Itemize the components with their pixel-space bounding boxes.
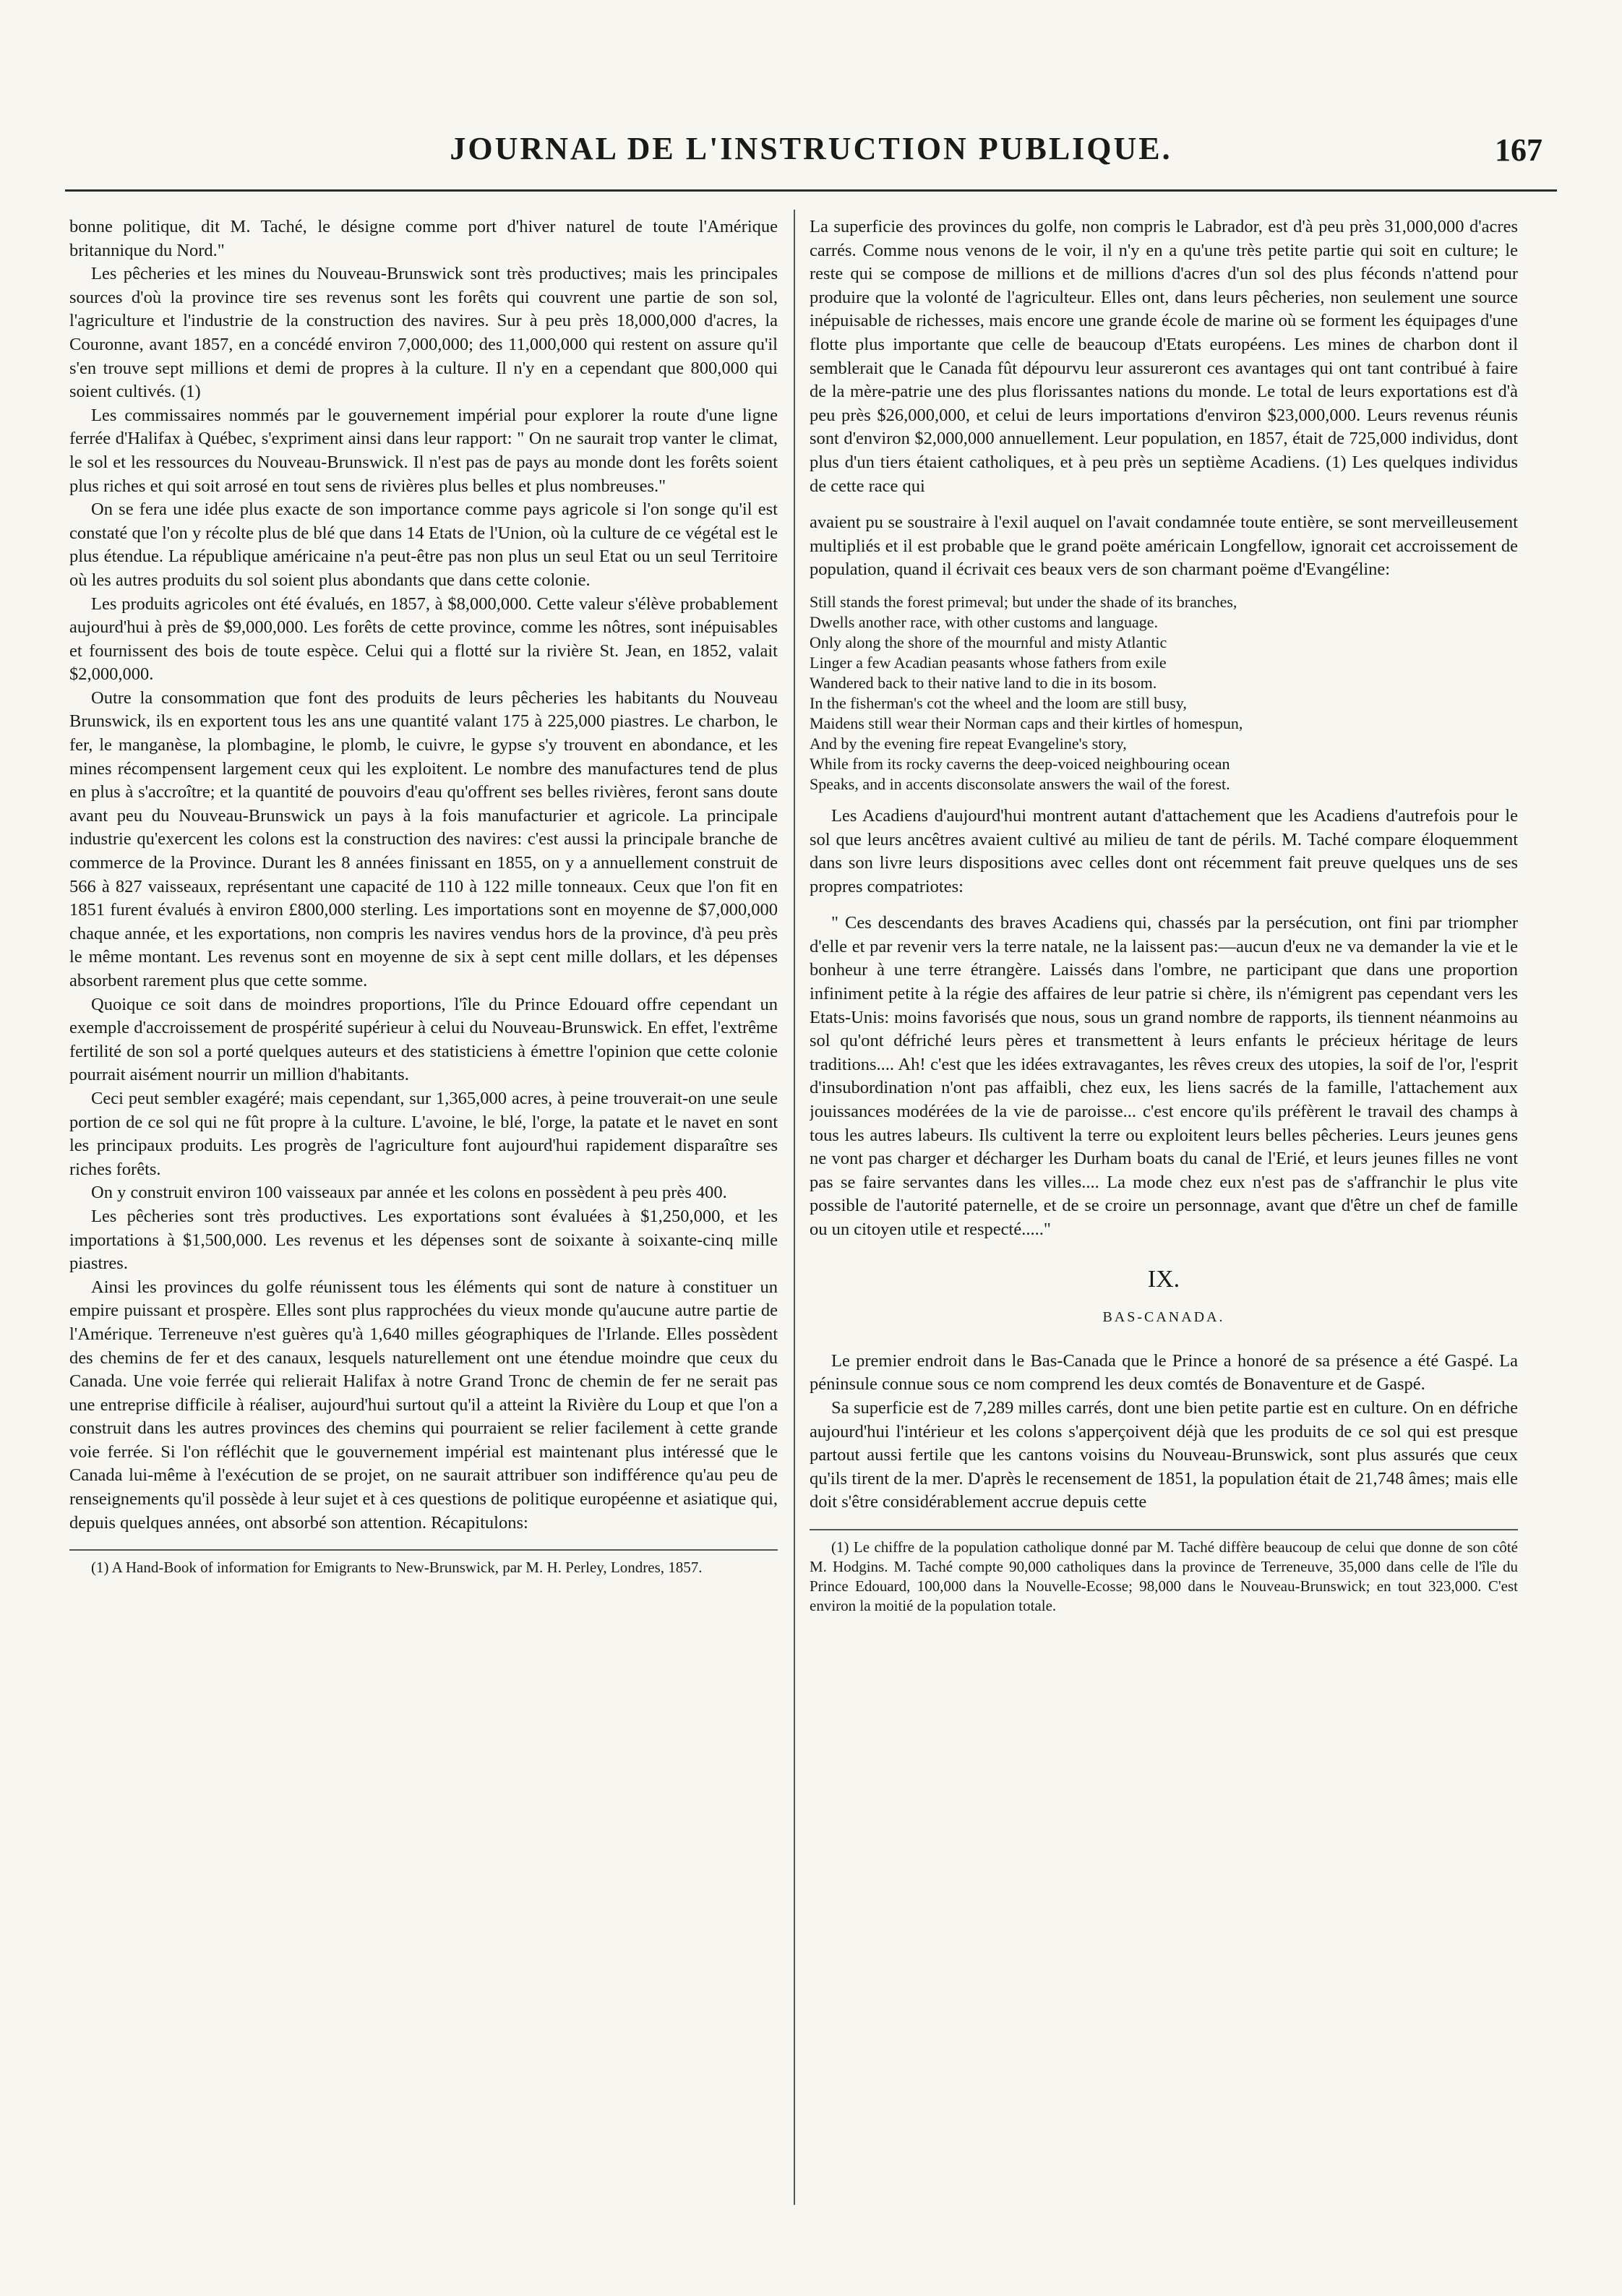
column-divider xyxy=(794,210,795,2205)
poem-line: Speaks, and in accents disconsolate answers the wail of the forest. xyxy=(810,774,1230,793)
page-header xyxy=(65,130,1557,181)
paragraph: La superficie des provinces du golfe, non compris le Labrador, est d'à peu près 31,000,000 d'acres carrés. Comme nous venons de le voir, il n'y en a qu'une très petite partie qui soit en culture; le reste qui se compose de millions et de millions d'acres d'un sol des plus féconds n'attend pour produire que la volonté de l'agriculteur. Elles ont, dans leurs pêcheries, non seulement une source inépuisable de richesses, mais encore une grande école de marine où se forment les équipages d'une flotte plus importante que celle de beaucoup d'Etats européens. Les mines de charbon dont il semblerait que le Canada fût dépourvu leur assureront ces avantages qui ont tant contribué à faire de la mère-patrie une des plus florissantes nations du monde. Le total de leurs exportations est d'à peu près $26,000,000, et celui de leurs importations d'environ $23,000,000. Leurs revenus réunis sont d'environ $2,000,000 annuellement. Leur population, en 1857, était de 725,000 individus, dont plus d'un tiers étaient catholiques, et à peu près un septième Acadiens. (1) Les quelques individus de cette race qui xyxy=(810,217,1518,496)
paragraph: Ainsi les provinces du golfe réunissent tous les éléments qui sont de nature à constituer un empire puissant et prospère. Elles sont plus rapprochées du vieux monde qu'aucune autre partie de l'Amérique. Terreneuve n'est guères qu'à 1,640 milles géographiques de l'Irlande. Elles possèdent des chemins de fer et des canaux, lesquels naturellement ont une étendue moindre que ceux du Canada. Une voie ferrée qui relierait Halifax à notre Grand Tronc de chemin de fer ne serait pas une entreprise difficile à réaliser, aujourd'hui surtout qu'il a atteint la Rivière du Loup et que l'on a construit dans les autres provinces des chemins qui pourraient se relier facilement à cette grande voie ferrée. Si l'on réfléchit que le gouvernement impérial est maintenant plus intéressé que le Canada lui-même à l'exécution de se projet, on ne saurait attribuer son indifférence qu'au peu de renseignements qu'il possède à leur sujet et à ces questions de politique européenne et asiatique qui, depuis quelques années, ont absorbé son attention. Récapitulons: xyxy=(69,1277,778,1533)
poem-line: While from its rocky caverns the deep-voiced neighbouring ocean xyxy=(810,754,1230,773)
section-number: IX. xyxy=(1147,1265,1180,1293)
footnote-rule xyxy=(810,1529,1518,1530)
poem-line: In the fisherman's cot the wheel and the loom are still busy, xyxy=(810,693,1187,712)
paragraph: avaient pu se soustraire à l'exil auquel on l'avait condamnée toute entière, se sont merveilleusement multipliés et il est probable que le grand poëte américain Longfellow, ignorait cet accroissement de population, quand il écrivait ces beaux vers de son charmant poëme d'Evangéline: xyxy=(810,513,1518,580)
poem-line: Maidens still wear their Norman caps and their kirtles of homespun, xyxy=(810,714,1243,732)
paragraph: Sa superficie est de 7,289 milles carrés, dont une bien petite partie est en culture. On en défriche aujourd'hui l'intérieur et les colons s'apperçoivent déjà que les produits de ce sol qui est presque partout aussi fertile que les cantons voisins du Nouveau-Brunswick, sont plus assurés que ceux qu'ils tirent de la mer. D'après le recensement de 1851, la population était de 21,748 âmes; mais elle doit s'être considérablement accrue depuis cette xyxy=(810,1397,1518,1512)
paragraph: On se fera une idée plus exacte de son importance comme pays agricole si l'on songe qu'il est constaté que l'on y récolte plus de blé que dans 14 Etats de l'Union, où la culture de ce végétal est le plus étendue. La république américaine n'a peut-être pas non plus un seul Etat ou un seul Territoire où les autres produits du sol soient plus abondants que dans cette colonie. xyxy=(69,500,778,590)
poem-line: And by the evening fire repeat Evangeline's story, xyxy=(810,734,1127,753)
section-title: BAS-CANADA. xyxy=(1102,1309,1225,1326)
paragraph: Les commissaires nommés par le gouvernement impérial pour explorer la route d'une ligne ferrée d'Halifax à Québec, s'expriment ainsi dans leur rapport: " On ne saurait trop vanter le climat, le sol et les ressources du Nouveau-Brunswick. Il n'est pas de pays au monde dont les forêts soient plus riches et qui soit arrosé en tout sens de rivières plus belles et plus nombreuses." xyxy=(69,405,778,496)
poem-line: Only along the shore of the mournful and misty Atlantic xyxy=(810,633,1167,651)
poem-line: Still stands the forest primeval; but under the shade of its branches, xyxy=(810,592,1237,611)
poem-line: Dwells another race, with other customs and language. xyxy=(810,612,1159,631)
paragraph: Outre la consommation que font des produits de leurs pêcheries les habitants du Nouveau Brunswick, ils en exportent tous les ans une quantité valant 175 à 225,000 piastres. Le charbon, le fer, le manganèse, la plombagine, le plomb, le cuivre, le gypse s'y trouvent en abondance, et les mines récompensent largement ceux qui les exploitent. Le nombre des manufactures tend de plus en plus à s'accroître; et la quantité de pouvoirs d'eau qu'offrent ses belles rivières, feront sans doute avant peu du Nouveau-Brunswick un pays à la fois manufacturier et agricole. La principale industrie qu'exercent les colons est la construction des navires: c'est aussi la principale branche de commerce de la Province. Durant les 8 années finissant en 1855, on y a annuellement construit de 566 à 827 vaisseaux, représentant une capacité de 110 à 122 mille tonneaux. Ceux que l'on fit en 1851 furent évalués à environ £800,000 sterling. Les importations sont en moyenne de $7,000,000 chaque année, et les exportations, non compris les navires vendus hors de la province, d'à peu près le même montant. Les revenus sont en moyenne de six à sept cent mille dollars, et les dépenses absorbent rarement plus que cette somme. xyxy=(69,687,778,990)
poem-line: Wandered back to their native land to die in its bosom. xyxy=(810,673,1157,692)
footnote: (1) A Hand-Book of information for Emigrants to New-Brunswick, par M. H. Perley, Londres, 1857. xyxy=(91,1559,703,1577)
paragraph: bonne politique, dit M. Taché, le désigne comme port d'hiver naturel de toute l'Amérique britannique du Nord." xyxy=(69,217,778,260)
left-column xyxy=(69,215,778,2218)
paragraph: Les pêcheries sont très productives. Les exportations sont évaluées à $1,250,000, et les importations à $1,500,000. Les revenus et les dépenses sont de soixante à soixante-cinq mille piastres. xyxy=(69,1206,778,1274)
paragraph: Les Acadiens d'aujourd'hui montrent autant d'attachement que les Acadiens d'autrefois pour le sol que leurs ancêtres avaient cultivé au milieu de tant de périls. M. Taché compare éloquemment dans son livre leurs dispositions avec celles dont ont récemment fait preuve quelques uns de ses propres compatriotes: xyxy=(810,805,1518,896)
paragraph: Le premier endroit dans le Bas-Canada que le Prince a honoré de sa présence a été Gaspé. La péninsule connue sous ce nom comprend les deux comtés de Bonaventure et de Gaspé. xyxy=(810,1350,1518,1395)
paragraph: Les pêcheries et les mines du Nouveau-Brunswick sont très productives; mais les principales sources d'où la province tire ses revenus sont les forêts qui couvrent une partie de son sol, l'agriculture et l'industrie de la construction des navires. Sur à peu près 18,000,000 d'acres, la Couronne, avant 1857, en a concédé environ 7,000,000; des 11,000,000 qui restent on assure qu'il s'en trouve sept millions et demi de propres à la culture. Il n'y en a cependant que 800,000 qui soient cultivés. (1) xyxy=(69,264,778,402)
quotation xyxy=(810,912,1518,1241)
paragraph: Quoique ce soit dans de moindres proportions, l'île du Prince Edouard offre cependant un exemple d'accroissement de prospérité supérieur à celui du Nouveau-Brunswick. En effet, l'extrême fertilité de son sol a porté quelques auteurs et des statisticiens à émettre l'opinion que cette colonie pourrait aisément nourrir un million d'habitants. xyxy=(69,994,778,1085)
paragraph: On y construit environ 100 vaisseaux par année et les colons en possèdent à peu près 400. xyxy=(91,1183,727,1203)
footnote-rule xyxy=(69,1549,778,1551)
header-rule xyxy=(65,189,1557,192)
footnote: (1) Le chiffre de la population catholique donné par M. Taché diffère beaucoup de celui que donne de son côté M. Hodgins. M. Taché compte 90,000 catholiques dans la province de Terreneuve, 35,000 dans celle de l'île du Prince Edouard, 100,000 dans la Nouvelle-Ecosse; 98,000 dans le Nouveau-Brunswick; en tout 323,000. C'est environ la moitié de la population totale. xyxy=(810,1538,1518,1614)
page-number: 167 xyxy=(1495,132,1542,168)
paragraph: " Ces descendants des braves Acadiens qui, chassés par la persécution, ont fini par triompher d'elle et par revenir vers la terre natale, ne la laissent pas:—aucun d'eux ne va demander la vie et le bonheur à une terre étrangère. Laissés dans l'ombre, ne participant que dans une proportion infiniment petite à la régie des affaires de leur patrie si chère, ils n'émigrent pas cependant vers les Etats-Unis: moins favorisés que nous, sous un grand nombre de rapports, ils tiennent néanmoins au sol qu'ont défriché leurs pères et transmettent à leurs enfants le précieux héritage de leurs traditions.... Ah! c'est que les idées extravagantes, les rêves creux des utopies, la soif de l'or, l'esprit d'insubordination n'ont pas affaibli, chez eux, les liens sacrés de la famille, l'attachement aux jouissances modérées de la vie de paroisse... c'est encore qu'ils préfèrent le travail des champs à tous les autres labeurs. Ils cultivent la terre ou exploitent leurs belles pêcheries. Leurs jeunes gens ne vont pas charger et décharger les Durham boats du canal de l'Erié, et leurs jeunes filles ne vont pas se faire servantes dans les villes.... La mode chez eux n'est pas de s'affranchir le plus vite possible de l'autorité paternelle, et de se croire un personnage, avant que d'être un chef de famille ou un citoyen utile et respecté....." xyxy=(810,913,1518,1239)
journal-title: JOURNAL DE L'INSTRUCTION PUBLIQUE. xyxy=(450,131,1172,166)
paragraph: Ceci peut sembler exagéré; mais cependant, sur 1,365,000 acres, à peine trouverait-on une seule portion de ce sol qui ne fût propre à la culture. L'avoine, le blé, l'orge, la patate et le navet en sont les principaux produits. Les progrès de l'agriculture font aujourd'hui rapidement disparaître ses riches forêts. xyxy=(69,1088,778,1179)
poem xyxy=(810,592,1518,794)
paragraph: Les produits agricoles ont été évalués, en 1857, à $8,000,000. Cette valeur s'élève probablement aujourd'hui à près de $9,000,000. Les forêts de cette province, comme les nôtres, sont inépuisables et fournissent des bois de toute espèce. Celui qui a flotté sur la rivière St. Jean, en 1852, valait $2,000,000. xyxy=(69,594,778,685)
poem-line: Linger a few Acadian peasants whose fathers from exile xyxy=(810,653,1167,672)
right-column xyxy=(810,215,1518,2218)
